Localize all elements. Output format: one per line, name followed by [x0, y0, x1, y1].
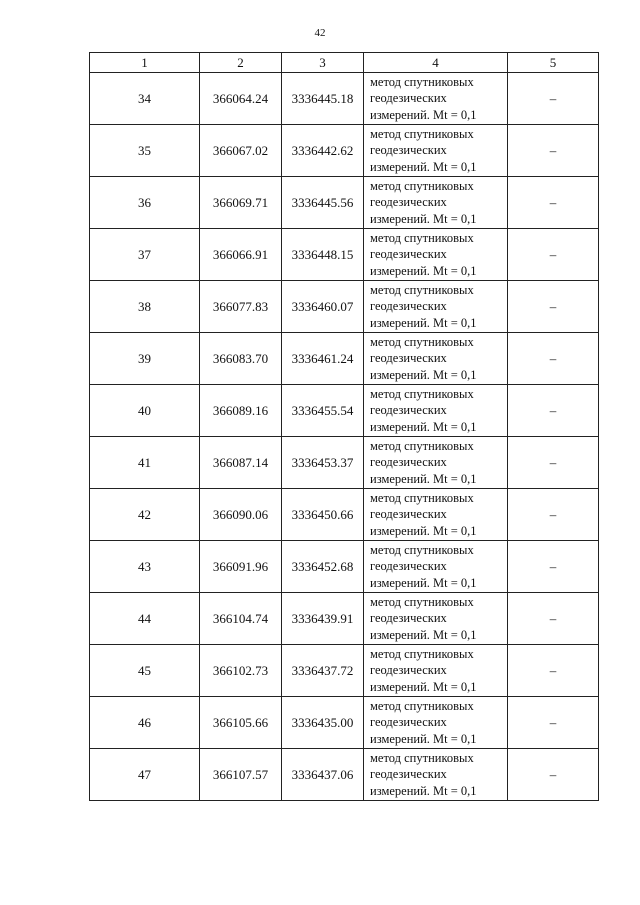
- method-text-line: геодезических: [370, 715, 447, 730]
- table-row: [90, 281, 599, 333]
- page-number: 42: [314, 27, 326, 39]
- method-text-line: метод спутниковых: [370, 334, 474, 349]
- method-text-line: метод спутниковых: [370, 178, 474, 193]
- coordinates-table: [89, 52, 599, 801]
- method-cell: [364, 593, 508, 645]
- method-cell: [364, 333, 508, 385]
- note-cell: –: [508, 385, 599, 437]
- x-coordinate-cell: 366089.16: [200, 385, 282, 437]
- method-cell: [364, 645, 508, 697]
- method-text-line: геодезических: [370, 455, 447, 470]
- method-text-line: метод спутниковых: [370, 646, 474, 661]
- x-coordinate-cell: 366102.73: [200, 645, 282, 697]
- method-text-line: геодезических: [370, 247, 447, 262]
- point-number-cell: 39: [90, 333, 200, 385]
- point-number-cell: 38: [90, 281, 200, 333]
- point-number-cell: 34: [90, 73, 200, 125]
- method-cell: [364, 229, 508, 281]
- method-text-line: геодезических: [370, 403, 447, 418]
- method-text-line: метод спутниковых: [370, 490, 474, 505]
- method-text-line: метод спутниковых: [370, 126, 474, 141]
- method-cell: [364, 73, 508, 125]
- x-coordinate-cell: 366083.70: [200, 333, 282, 385]
- point-number-cell: 46: [90, 697, 200, 749]
- table-body: [90, 73, 599, 801]
- method-text-line: метод спутниковых: [370, 282, 474, 297]
- table-row: [90, 73, 599, 125]
- point-number-cell: 40: [90, 385, 200, 437]
- method-text-line: метод спутниковых: [370, 542, 474, 557]
- table-row: [90, 229, 599, 281]
- method-cell: [364, 385, 508, 437]
- header-col-2: 2: [200, 53, 282, 73]
- header-col-4: 4: [364, 53, 508, 73]
- method-cell: [364, 541, 508, 593]
- x-coordinate-cell: 366091.96: [200, 541, 282, 593]
- table-row: [90, 645, 599, 697]
- point-number-cell: 37: [90, 229, 200, 281]
- y-coordinate-cell: 3336455.54: [282, 385, 364, 437]
- method-text-line: измерений. Mt = 0,1: [370, 159, 477, 174]
- note-cell: –: [508, 489, 599, 541]
- method-cell: [364, 697, 508, 749]
- point-number-cell: 44: [90, 593, 200, 645]
- method-cell: [364, 125, 508, 177]
- header-row: [90, 53, 599, 73]
- note-cell: –: [508, 125, 599, 177]
- table-row: [90, 593, 599, 645]
- method-text-line: метод спутниковых: [370, 438, 474, 453]
- note-cell: –: [508, 281, 599, 333]
- method-text-line: измерений. Mt = 0,1: [370, 263, 477, 278]
- point-number-cell: 43: [90, 541, 200, 593]
- method-text-line: метод спутниковых: [370, 698, 474, 713]
- method-text-line: геодезических: [370, 507, 447, 522]
- point-number-cell: 42: [90, 489, 200, 541]
- header-col-1: 1: [90, 53, 200, 73]
- point-number-cell: 45: [90, 645, 200, 697]
- x-coordinate-cell: 366090.06: [200, 489, 282, 541]
- x-coordinate-cell: 366067.02: [200, 125, 282, 177]
- method-text-line: измерений. Mt = 0,1: [370, 107, 477, 122]
- table-row: [90, 697, 599, 749]
- method-text-line: геодезических: [370, 611, 447, 626]
- method-cell: [364, 749, 508, 801]
- method-text-line: метод спутниковых: [370, 74, 474, 89]
- method-text-line: геодезических: [370, 195, 447, 210]
- table-row: [90, 437, 599, 489]
- table-row: [90, 541, 599, 593]
- header-col-5: 5: [508, 53, 599, 73]
- point-number-cell: 35: [90, 125, 200, 177]
- y-coordinate-cell: 3336445.56: [282, 177, 364, 229]
- note-cell: –: [508, 73, 599, 125]
- table-header: [90, 53, 599, 73]
- x-coordinate-cell: 366087.14: [200, 437, 282, 489]
- method-text-line: геодезических: [370, 559, 447, 574]
- method-text-line: геодезических: [370, 663, 447, 678]
- note-cell: –: [508, 541, 599, 593]
- method-text-line: измерений. Mt = 0,1: [370, 523, 477, 538]
- x-coordinate-cell: 366104.74: [200, 593, 282, 645]
- y-coordinate-cell: 3336437.06: [282, 749, 364, 801]
- method-cell: [364, 177, 508, 229]
- method-text-line: измерений. Mt = 0,1: [370, 679, 477, 694]
- method-text-line: метод спутниковых: [370, 750, 474, 765]
- x-coordinate-cell: 366107.57: [200, 749, 282, 801]
- table-row: [90, 333, 599, 385]
- note-cell: –: [508, 177, 599, 229]
- method-text-line: измерений. Mt = 0,1: [370, 627, 477, 642]
- x-coordinate-cell: 366077.83: [200, 281, 282, 333]
- y-coordinate-cell: 3336461.24: [282, 333, 364, 385]
- y-coordinate-cell: 3336450.66: [282, 489, 364, 541]
- method-text-line: измерений. Mt = 0,1: [370, 315, 477, 330]
- method-text-line: метод спутниковых: [370, 594, 474, 609]
- table-row: [90, 177, 599, 229]
- table-row: [90, 125, 599, 177]
- y-coordinate-cell: 3336435.00: [282, 697, 364, 749]
- table-row: [90, 489, 599, 541]
- note-cell: –: [508, 437, 599, 489]
- x-coordinate-cell: 366105.66: [200, 697, 282, 749]
- y-coordinate-cell: 3336442.62: [282, 125, 364, 177]
- x-coordinate-cell: 366069.71: [200, 177, 282, 229]
- note-cell: –: [508, 749, 599, 801]
- method-cell: [364, 489, 508, 541]
- y-coordinate-cell: 3336448.15: [282, 229, 364, 281]
- method-text-line: измерений. Mt = 0,1: [370, 211, 477, 226]
- method-cell: [364, 437, 508, 489]
- note-cell: –: [508, 593, 599, 645]
- y-coordinate-cell: 3336452.68: [282, 541, 364, 593]
- method-text-line: метод спутниковых: [370, 386, 474, 401]
- method-text-line: геодезических: [370, 299, 447, 314]
- note-cell: –: [508, 333, 599, 385]
- point-number-cell: 36: [90, 177, 200, 229]
- y-coordinate-cell: 3336439.91: [282, 593, 364, 645]
- y-coordinate-cell: 3336437.72: [282, 645, 364, 697]
- method-text-line: метод спутниковых: [370, 230, 474, 245]
- y-coordinate-cell: 3336460.07: [282, 281, 364, 333]
- method-text-line: геодезических: [370, 143, 447, 158]
- method-text-line: измерений. Mt = 0,1: [370, 731, 477, 746]
- method-text-line: геодезических: [370, 351, 447, 366]
- header-col-3: 3: [282, 53, 364, 73]
- point-number-cell: 47: [90, 749, 200, 801]
- x-coordinate-cell: 366066.91: [200, 229, 282, 281]
- note-cell: –: [508, 645, 599, 697]
- method-text-line: измерений. Mt = 0,1: [370, 575, 477, 590]
- table-row: [90, 385, 599, 437]
- method-text-line: измерений. Mt = 0,1: [370, 783, 477, 798]
- note-cell: –: [508, 229, 599, 281]
- note-cell: –: [508, 697, 599, 749]
- method-text-line: измерений. Mt = 0,1: [370, 419, 477, 434]
- method-text-line: измерений. Mt = 0,1: [370, 367, 477, 382]
- table-row: [90, 749, 599, 801]
- method-cell: [364, 281, 508, 333]
- y-coordinate-cell: 3336453.37: [282, 437, 364, 489]
- method-text-line: измерений. Mt = 0,1: [370, 471, 477, 486]
- x-coordinate-cell: 366064.24: [200, 73, 282, 125]
- method-text-line: геодезических: [370, 767, 447, 782]
- y-coordinate-cell: 3336445.18: [282, 73, 364, 125]
- method-text-line: геодезических: [370, 91, 447, 106]
- point-number-cell: 41: [90, 437, 200, 489]
